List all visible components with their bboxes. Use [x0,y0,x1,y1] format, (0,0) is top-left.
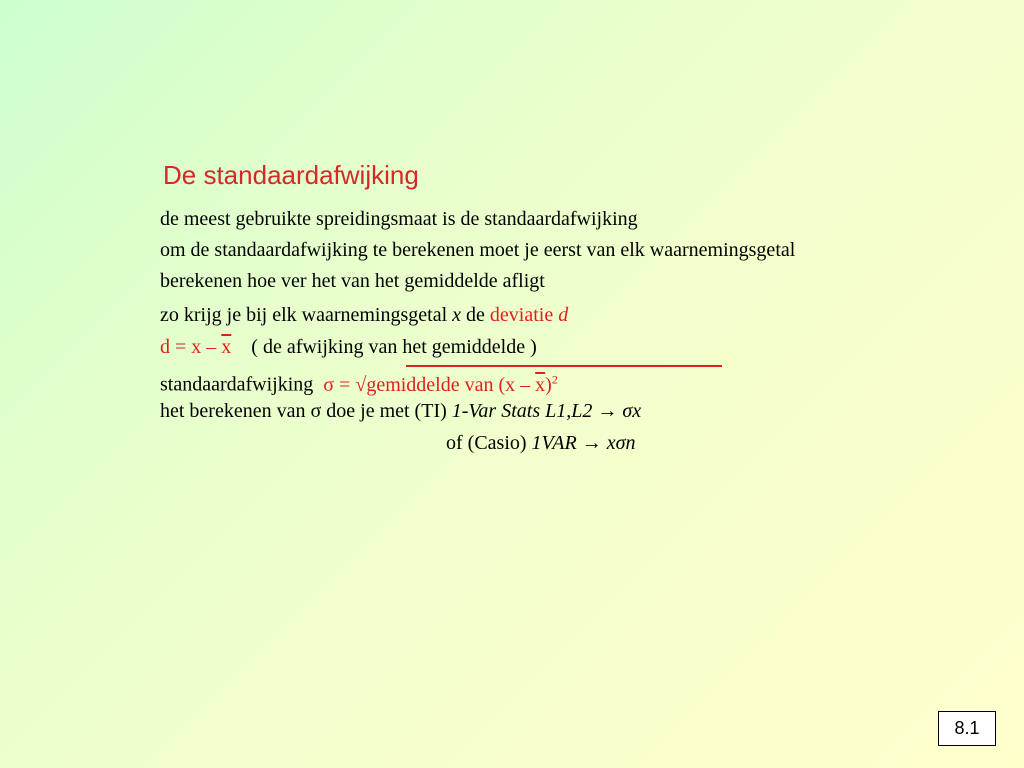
variable-x: x [452,304,462,326]
std-formula-pre: σ = √gemiddelde van (x – [323,373,536,396]
text-line-7 [160,399,641,423]
arrow-right-icon: → [592,400,623,422]
x-bar: $\overline{x}$ [221,336,232,358]
casio-prefix: of (Casio) [446,432,532,454]
casio-result: xσn [606,432,636,454]
deviation-formula-pre: d = x – [160,336,222,358]
arrow-right-icon: → [576,432,607,454]
text-line-2: om de standaardafwijking te berekenen moet je eerst van elk waarnemingsgetal [160,239,796,261]
text-line-8 [446,431,635,455]
deviatie-term: deviatie [489,304,559,326]
ti-keys: 1-Var Stats L1,L2 [451,400,593,422]
std-formula-post: ) [545,373,552,396]
exponent: 2 [551,372,558,386]
std-formula [323,374,558,396]
text-line-5 [160,335,537,359]
deviation-formula [160,336,231,358]
slide-title: De standaardafwijking [163,160,419,190]
std-label: standaardafwijking [160,373,324,396]
x-bar: $\overline{x}$ [535,373,546,396]
deviation-note: ( de afwijking van het gemiddelde ) [231,336,537,358]
ti-result: σx [622,400,642,422]
text-line-6 [160,367,558,397]
line4-prefix: zo krijg je bij elk waarnemingsgetal [160,304,453,326]
ti-prefix: het berekenen van σ doe je met (TI) [160,400,452,422]
casio-keys: 1VAR [531,432,577,454]
line4-mid: de [461,304,490,326]
page-number: 8.1 [938,711,996,746]
text-line-3: berekenen hoe ver het van het gemiddelde afligt [160,270,545,292]
text-line-1: de meest gebruikte spreidingsmaat is de standaardafwijking [160,208,638,230]
text-line-4 [160,303,568,327]
variable-d: d [558,304,569,326]
